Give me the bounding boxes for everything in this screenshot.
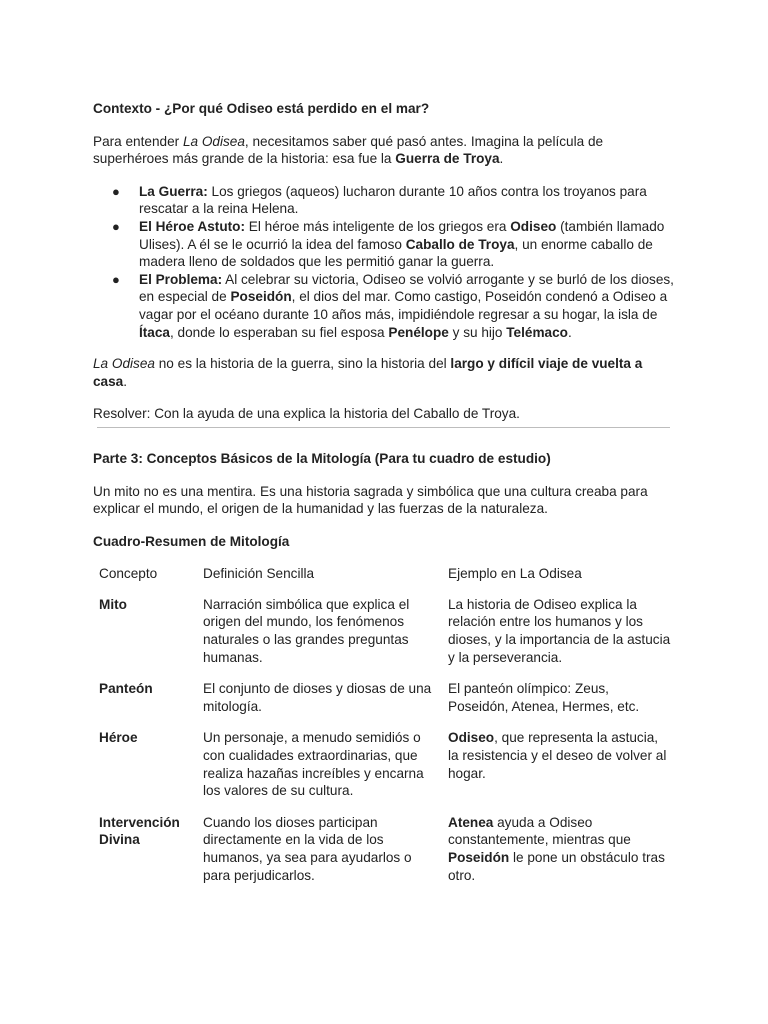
table-row (93, 729, 678, 813)
table-header-cell: Definición Sencilla (203, 566, 315, 582)
intro-italic-title: La Odisea (182, 133, 245, 149)
example-text: ayuda a Odiseo constantemente, mientras que (448, 814, 631, 848)
closing-text-1: no es la historia de la guerra, sino la historia del (154, 356, 451, 372)
example-text: , que representa la astucia, la resistencia y el deseo de volver al hogar. (448, 730, 667, 781)
example-cell (442, 729, 678, 813)
concept-cell: Héroe (99, 730, 138, 746)
bullet-text: . (567, 324, 572, 340)
intro-text-1: Para entender (93, 133, 183, 149)
intro-bold-guerra: Guerra de Troya (395, 151, 500, 167)
document-page (93, 100, 678, 898)
bullet-bold-term: Caballo de Troya (405, 236, 515, 252)
section-divider (97, 427, 670, 428)
bullet-bold-term: Ítaca (139, 324, 170, 340)
context-heading: Contexto - ¿Por qué Odiseo está perdido en el mar? (93, 101, 430, 116)
table-header-row (93, 565, 678, 596)
mythology-summary-table (93, 565, 678, 898)
example-cell (442, 680, 678, 729)
bullet-text: y su hijo (448, 324, 507, 340)
bullet-text: , el dios del mar. Como castigo, Poseidón condenó a Odiseo a vagar por el océano durante 10 años más, impidiéndole regresar a su hogar, la isla de (139, 289, 668, 322)
intro-text-2: , necesitamos saber qué pasó antes. Imagina la película de superhéroes más grande de la historia: esa fue la (93, 133, 604, 167)
bullet-dot-icon: ● (112, 218, 120, 234)
bullet-label: El Héroe Astuto: (139, 218, 245, 234)
bullet-text: El héroe más inteligente de los griegos era (245, 218, 511, 234)
table-row (93, 814, 678, 898)
table-header-cell: Concepto (99, 566, 158, 582)
example-text: La historia de Odiseo explica la relación entre los humanos y los dioses, y la importancia de la astucia y la perseverancia. (448, 596, 671, 665)
example-bold: Poseidón (448, 850, 510, 865)
bullet-bold-term: Poseidón (230, 289, 292, 305)
table-row (93, 680, 678, 729)
example-bold: Atenea (448, 814, 494, 830)
definition-cell: Un personaje, a menudo semidiós o con cualidades extraordinarias, que realiza hazañas increíbles y encarna los valores de su cultura. (203, 730, 424, 799)
concept-cell: Mito (99, 596, 127, 612)
context-bullet-list (93, 183, 678, 341)
parte3-intro-paragraph: Un mito no es una mentira. Es una historia sagrada y simbólica que una cultura creaba para explicar el mundo, el origen de la humanidad y las fuerzas de la naturaleza. (93, 483, 648, 517)
bullet-item-guerra (93, 183, 678, 218)
bullet-bold-term: Penélope (388, 324, 449, 340)
example-cell (442, 814, 678, 898)
parte3-heading: Parte 3: Conceptos Básicos de la Mitología (Para tu cuadro de estudio) (93, 450, 551, 466)
table-row (93, 596, 678, 680)
bullet-text: Al celebrar su victoria, Odiseo se volvió arrogante y se burló de los dioses, en especial de (139, 271, 674, 305)
definition-cell: El conjunto de dioses y diosas de una mitología. (203, 681, 432, 714)
context-closing-paragraph (93, 355, 678, 390)
context-intro-paragraph (93, 133, 678, 168)
bullet-dot-icon: ● (112, 183, 120, 199)
bullet-item-problema (93, 271, 678, 341)
bullet-bold-term: Telémaco (506, 324, 568, 340)
bullet-text: Los griegos (aqueos) lucharon durante 10 años contra los troyanos para rescatar a la reina Helena. (139, 183, 647, 217)
definition-cell: Narración simbólica que explica el origen del mundo, los fenómenos naturales o las grandes preguntas humanas. (203, 596, 410, 665)
resolver-paragraph: Resolver: Con la ayuda de una explica la historia del Caballo de Troya. (93, 406, 520, 422)
closing-italic-title: La Odisea (93, 356, 155, 372)
closing-bold-viaje: largo y difícil viaje de vuelta a casa (93, 356, 643, 389)
bullet-bold-term: Odiseo (510, 218, 557, 234)
example-text: El panteón olímpico: Zeus, Poseidón, Atenea, Hermes, etc. (448, 681, 640, 714)
closing-text-2: . (123, 373, 128, 389)
bullet-text: , donde lo esperaban su fiel esposa (169, 324, 389, 340)
definition-cell: Cuando los dioses participan directamente en la vida de los humanos, ya sea para ayudarlos o para perjudicarlos. (203, 814, 412, 883)
example-text: le pone un obstáculo tras otro. (448, 850, 665, 883)
bullet-label: El Problema: (139, 271, 223, 287)
bullet-text: (también llamado Ulises). A él se le ocurrió la idea del famoso (139, 218, 665, 252)
bullet-label: La Guerra: (139, 183, 208, 199)
intro-text-3: . (499, 151, 504, 167)
bullet-dot-icon: ● (112, 271, 120, 287)
concept-cell: Panteón (99, 681, 153, 697)
example-bold: Odiseo (448, 730, 495, 746)
concept-cell: Intervención Divina (99, 814, 180, 848)
example-cell (442, 596, 678, 680)
table-header-cell: Ejemplo en La Odisea (448, 566, 582, 582)
bullet-text: , un enorme caballo de madera lleno de soldados que les permitió ganar la guerra. (139, 236, 653, 270)
bullet-item-heroe (93, 218, 678, 271)
table-title: Cuadro-Resumen de Mitología (93, 533, 290, 549)
